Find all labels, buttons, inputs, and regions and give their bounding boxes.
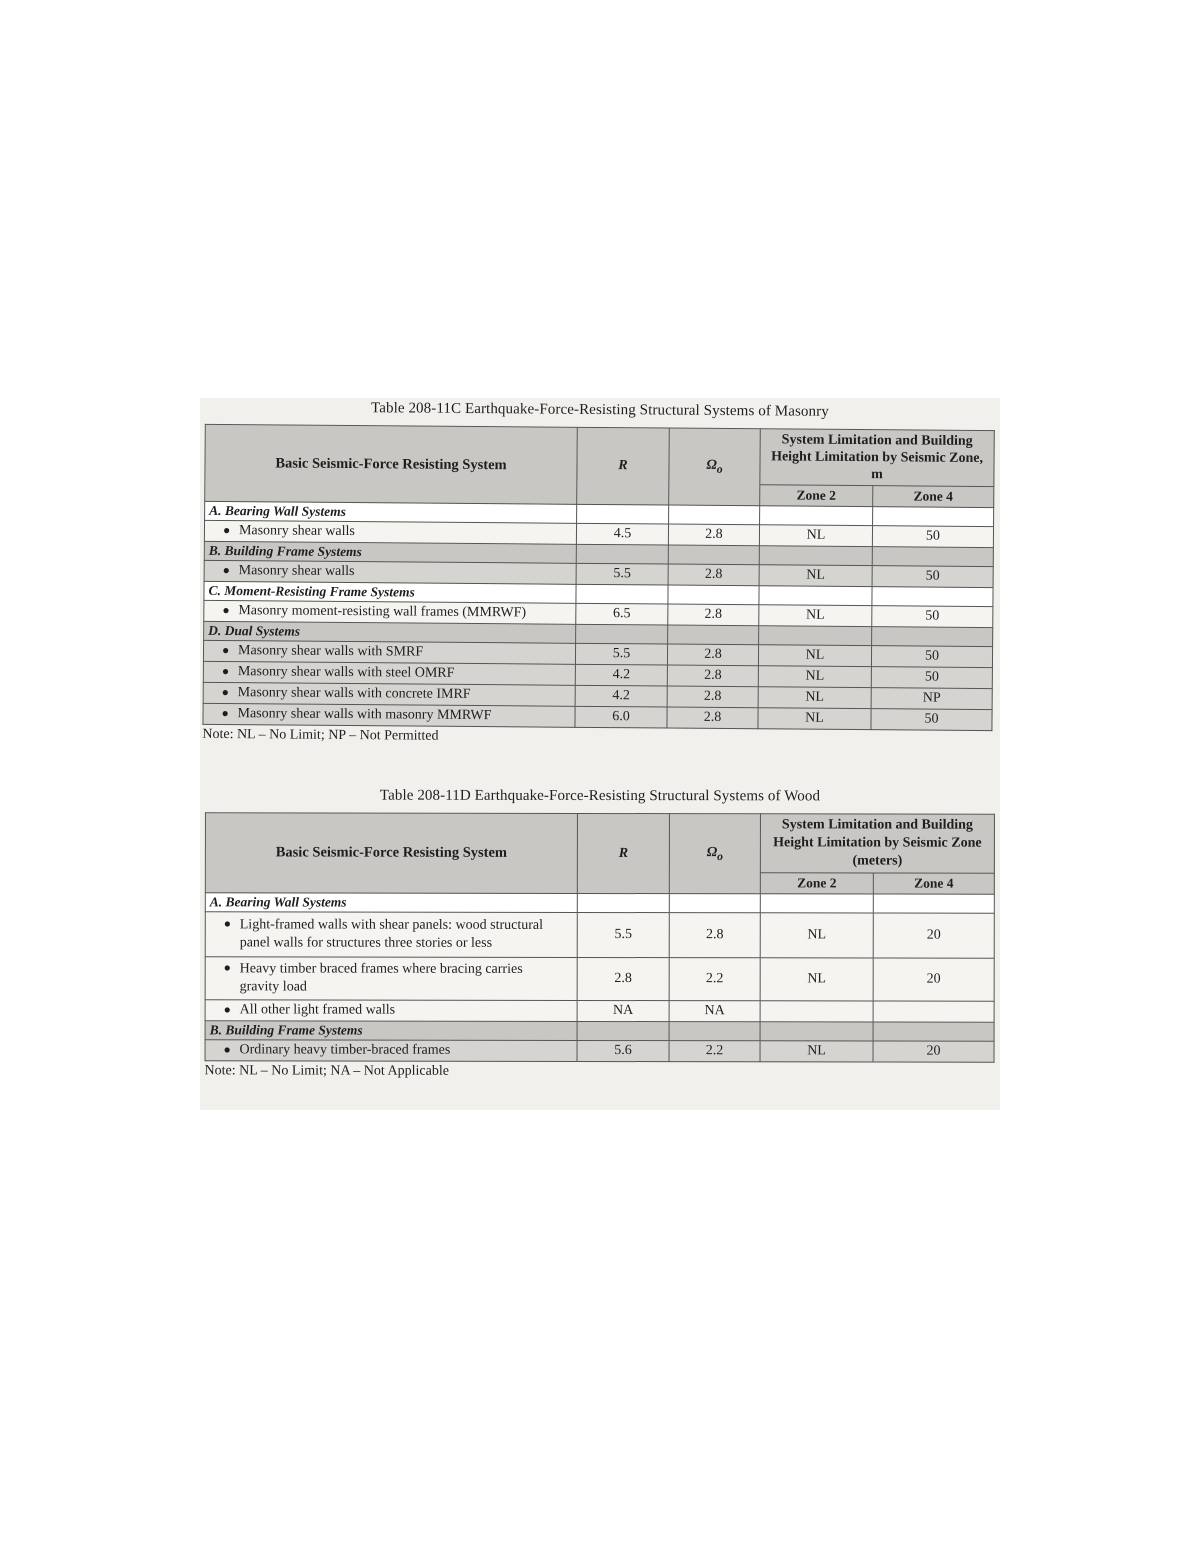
header-zone2: Zone 2	[760, 485, 873, 507]
table-d-note: Note: NL – No Limit; NA – Not Applicable	[204, 1063, 449, 1079]
header-omega: $\Omega_o$	[669, 428, 761, 506]
section-label: D. Dual Systems	[204, 621, 576, 643]
table-d-block	[204, 787, 995, 1080]
table-row: ● Light-framed walls with shear panels: wood structural panel walls for structures three stories or less 5.5 2.8 NL 20	[205, 912, 994, 958]
table-d-title: Table 208-11D Earthquake-Force-Resisting Structural Systems of Wood	[379, 787, 821, 805]
table-row: ● Masonry shear walls with SMRF 5.5 2.8 NL 50	[203, 640, 992, 667]
table-d	[205, 812, 995, 1062]
header-system: Basic Seismic-Force Resisting System	[205, 424, 578, 504]
table-row: ● Masonry shear walls with steel OMRF 4.2 2.8 NL 50	[203, 661, 992, 688]
header-omega: $\Omega_o$	[669, 814, 760, 894]
header-system: Basic Seismic-Force Resisting System	[205, 813, 577, 894]
section-label: B. Building Frame Systems	[205, 1021, 577, 1041]
table-c-title: Table 208-11C Earthquake-Force-Resisting Structural Systems of Masonry	[370, 400, 829, 420]
table-row: ● Masonry shear walls with masonry MMRWF 6.0 2.8 NL 50	[203, 703, 992, 730]
section-label: B. Building Frame Systems	[204, 541, 576, 563]
header-r: R	[577, 427, 670, 505]
section-label: A. Bearing Wall Systems	[205, 501, 577, 523]
header-limitation: System Limitation and Building Height Limitation by Seismic Zone, m	[760, 429, 994, 487]
header-r: R	[577, 813, 669, 893]
table-c-note: Note: NL – No Limit; NP – Not Permitted	[202, 726, 439, 744]
section-label: C. Moment-Resisting Frame Systems	[204, 581, 576, 603]
table-row: ● All other light framed walls NA NA	[205, 1000, 994, 1022]
header-limitation: System Limitation and Building Height Limitation by Seismic Zone (meters)	[760, 814, 994, 873]
section-label: A. Bearing Wall Systems	[205, 893, 577, 913]
table-row: ● Masonry shear walls 5.5 2.8 NL 50	[204, 560, 993, 587]
table-row: ● Heavy timber braced frames where bracing carries gravity load 2.8 2.2 NL 20	[205, 957, 994, 1001]
header-zone4: Zone 4	[873, 873, 994, 894]
table-row: ● Masonry shear walls 4.5 2.8 NL 50	[204, 520, 993, 547]
table-row: ● Masonry moment-resisting wall frames (MMRWF) 6.5 2.8 NL 50	[204, 600, 993, 627]
table-c-block	[202, 399, 995, 749]
header-zone2: Zone 2	[760, 873, 873, 894]
table-c	[202, 424, 994, 731]
header-zone4: Zone 4	[873, 486, 994, 508]
table-row: ● Masonry shear walls with concrete IMRF 4.2 2.8 NL NP	[203, 682, 992, 709]
table-row: ● Ordinary heavy timber-braced frames 5.6 2.2 NL 20	[205, 1040, 994, 1062]
